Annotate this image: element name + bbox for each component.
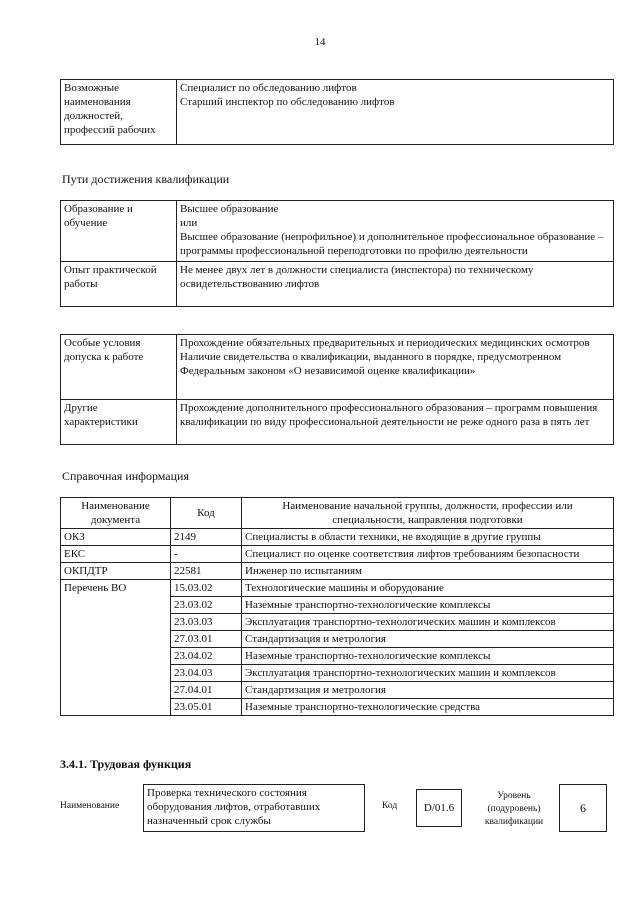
table-row — [61, 631, 614, 648]
table-row — [61, 563, 614, 580]
education-table — [60, 200, 614, 307]
table-row — [61, 529, 614, 546]
position-item: Специалист по обследованию лифтов — [180, 82, 357, 94]
position-item: Старший инспектор по обследованию лифтов — [180, 96, 395, 108]
page-number: 14 — [314, 36, 326, 48]
ref-cell-doc — [61, 631, 171, 648]
ref-cell-code: 23.03.03 — [171, 614, 242, 631]
function-name: Проверка технического состояния оборудования лифтов, отработавших назначенный срок службы — [143, 784, 365, 832]
ref-cell-code: 23.04.02 — [171, 648, 242, 665]
ref-cell-doc — [61, 699, 171, 716]
education-label: Образование и обучение — [61, 201, 177, 262]
ref-cell-name: Технологические машины и оборудование — [242, 580, 614, 597]
other-text: Прохождение дополнительного профессионального образования – программ повышения квалификации по виду профессиональной деятельности не реже одного раза в пять лет — [177, 400, 614, 445]
education-text — [177, 201, 614, 262]
function-level: 6 — [559, 784, 607, 832]
function-code-label: Код — [382, 801, 398, 811]
ref-cell-doc — [61, 648, 171, 665]
ref-cell-code: 15.03.02 — [171, 580, 242, 597]
function-heading: 3.4.1. Трудовая функция — [60, 757, 192, 771]
ref-cell-name: Специалист по оценке соответствия лифтов требованиям безопасности — [242, 546, 614, 563]
function-level-label: Уровень (подуровень) квалификации — [484, 791, 544, 827]
table-row — [61, 614, 614, 631]
ref-cell-doc: ОКЗ — [61, 529, 171, 546]
conditions-table — [60, 334, 614, 445]
other-label: Другие характеристики — [61, 400, 177, 445]
special-conditions-text — [177, 335, 614, 400]
ref-cell-name: Стандартизация и метрология — [242, 631, 614, 648]
table-row — [61, 597, 614, 614]
table-row — [61, 648, 614, 665]
table-row — [61, 546, 614, 563]
experience-label: Опыт практической работы — [61, 262, 177, 307]
conditions-line: Наличие свидетельства о квалификации, выданного в порядке, предусмотренном Федеральным законом «О независимой оценке квалификации» — [180, 351, 562, 377]
reference-table-body — [61, 529, 614, 716]
table-row — [61, 699, 614, 716]
ref-cell-name: Наземные транспортно-технологические комплексы — [242, 648, 614, 665]
ref-cell-doc — [61, 682, 171, 699]
conditions-line: Прохождение обязательных предварительных и периодических медицинских осмотров — [180, 337, 590, 349]
reference-title: Справочная информация — [62, 469, 189, 483]
positions-label: Возможные наименования должностей, профессий рабочих — [61, 80, 177, 145]
ref-cell-doc — [61, 614, 171, 631]
ref-cell-name: Эксплуатация транспортно-технологических машин и комплексов — [242, 614, 614, 631]
ref-cell-doc: Перечень ВО — [61, 580, 171, 597]
ref-header-name: Наименование начальной группы, должности, профессии или специальности, направления подготовки — [242, 498, 614, 529]
ref-header-doc: Наименование документа — [61, 498, 171, 529]
ref-cell-doc — [61, 597, 171, 614]
education-line: Высшее образование (непрофильное) и дополнительное профессиональное образование – программы профессиональной переподготовки по профилю деятельности — [180, 231, 604, 257]
ref-cell-code: 27.03.01 — [171, 631, 242, 648]
ref-cell-name: Стандартизация и метрология — [242, 682, 614, 699]
reference-table — [60, 497, 614, 716]
ref-cell-code: - — [171, 546, 242, 563]
ref-cell-name: Наземные транспортно-технологические комплексы — [242, 597, 614, 614]
education-line: Высшее образование — [180, 203, 279, 215]
ref-cell-code: 2149 — [171, 529, 242, 546]
ref-cell-name: Эксплуатация транспортно-технологических машин и комплексов — [242, 665, 614, 682]
ref-cell-name: Наземные транспортно-технологические средства — [242, 699, 614, 716]
table-row — [61, 580, 614, 597]
education-line: или — [180, 217, 198, 229]
table-row — [61, 665, 614, 682]
ref-cell-name: Инженер по испытаниям — [242, 563, 614, 580]
ref-cell-code: 22581 — [171, 563, 242, 580]
ref-header-code: Код — [171, 498, 242, 529]
ref-cell-doc: ЕКС — [61, 546, 171, 563]
ref-cell-code: 23.05.01 — [171, 699, 242, 716]
ref-cell-code: 23.04.03 — [171, 665, 242, 682]
special-conditions-label: Особые условия допуска к работе — [61, 335, 177, 400]
ref-cell-code: 27.04.01 — [171, 682, 242, 699]
positions-list — [177, 80, 614, 145]
positions-table — [60, 79, 614, 145]
ref-cell-name: Специалисты в области техники, не входящие в другие группы — [242, 529, 614, 546]
paths-title: Пути достижения квалификации — [62, 172, 230, 186]
ref-cell-doc: ОКПДТР — [61, 563, 171, 580]
function-name-label: Наименование — [60, 801, 120, 811]
function-code: D/01.6 — [416, 789, 462, 827]
ref-cell-code: 23.03.02 — [171, 597, 242, 614]
table-row — [61, 682, 614, 699]
experience-text: Не менее двух лет в должности специалиста (инспектора) по техническому освидетельствованию лифтов — [177, 262, 614, 307]
ref-cell-doc — [61, 665, 171, 682]
